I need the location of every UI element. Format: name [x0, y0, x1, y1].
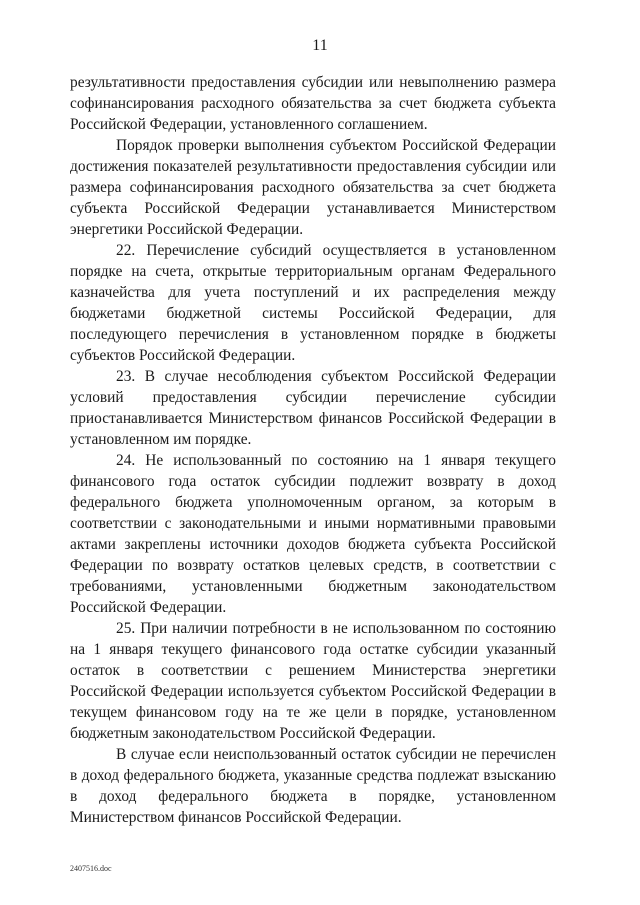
document-body — [70, 72, 556, 828]
paragraph-clause-25: 25. При наличии потребности в не использованном по состоянию на 1 января текущего финансового года остатке субсидии указанный остаток в соответствии с решением Министерства энергетики Российской Федерации используется субъектом Российской Федерации в текущем финансовом году на те же цели в порядке, установленном бюджетным законодательством Российской Федерации. — [70, 620, 556, 742]
paragraph-clause-22: 22. Перечисление субсидий осуществляется в установленном порядке на счета, открытые территориальным органам Федерального казначейства для учета поступлений и их распределения между бюджетами бюджетной системы Российской Федерации, для последующего перечисления в установленном порядке в бюджеты субъектов Российской Федерации. — [70, 242, 556, 364]
paragraph-continuation: результативности предоставления субсидии или невыполнению размера софинансирования расходного обязательства за счет бюджета субъекта Российской Федерации, установленного соглашением. — [70, 74, 556, 133]
paragraph-recovery: В случае если неиспользованный остаток субсидии не перечислен в доход федерального бюджета, указанные средства подлежат взысканию в доход федерального бюджета в порядке, установленном Министерством финансов Российской Федерации. — [70, 746, 556, 826]
paragraph-clause-23: 23. В случае несоблюдения субъектом Российской Федерации условий предоставления субсидии перечисление субсидии приостанавливается Министерством финансов Российской Федерации в установленном им порядке. — [70, 368, 556, 448]
paragraph-clause-24: 24. Не использованный по состоянию на 1 января текущего финансового года остаток субсидии подлежит возврату в доход федерального бюджета уполномоченным органом, за которым в соответствии с законодательными и иными нормативными правовыми актами закреплены источники доходов бюджета субъекта Российской Федерации по возврату остатков целевых средств, в соответствии с требованиями, установленными бюджетным законодательством Российской Федерации. — [70, 452, 556, 616]
paragraph-verification-procedure: Порядок проверки выполнения субъектом Российской Федерации достижения показателей результативности предоставления субсидии или размера софинансирования расходного обязательства за счет бюджета субъекта Российской Федерации устанавливается Министерством энергетики Российской Федерации. — [70, 137, 556, 238]
document-filename-footer: 2407516.doc — [70, 864, 112, 873]
page-number: 11 — [312, 37, 328, 54]
